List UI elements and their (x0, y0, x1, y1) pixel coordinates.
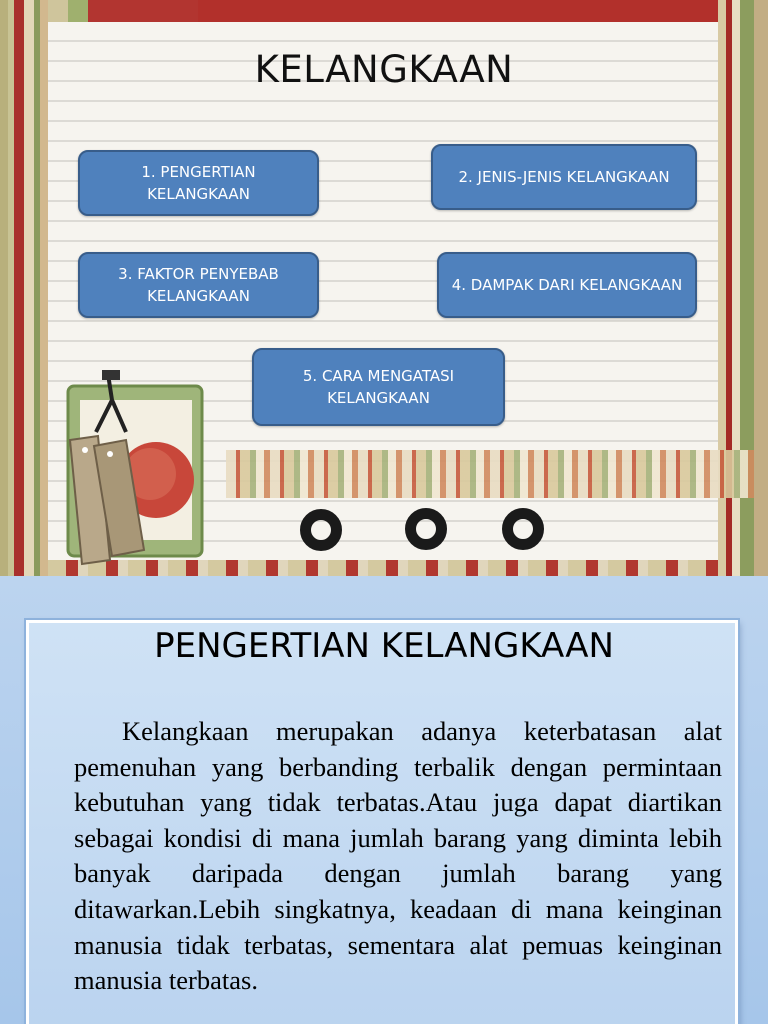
menu-button-pengertian[interactable]: 1. PENGERTIAN KELANGKAAN (78, 150, 319, 216)
striped-ribbon (226, 450, 754, 498)
menu-button-cara[interactable]: 5. CARA MENGATASI KELANGKAAN (252, 348, 505, 426)
binder-ring (405, 508, 447, 550)
menu-button-dampak[interactable]: 4. DAMPAK DARI KELANGKAAN (437, 252, 697, 318)
slide-title: KELANGKAAN (254, 48, 514, 91)
slide-pengertian (0, 576, 768, 1024)
menu-button-faktor[interactable]: 3. FAKTOR PENYEBAB KELANGKAAN (78, 252, 319, 318)
scrapbook-tag-illustration (58, 370, 208, 570)
definition-paragraph: Kelangkaan merupakan adanya keterbatasan alat pemenuhan yang berbanding terbalik dengan permintaan kebutuhan yang tidak terbatas.Atau juga dapat diartikan sebagai kondisi di mana jumlah barang yang diminta lebih banyak daripada dengan jumlah barang yang ditawarkan.Lebih singkatnya, keadaan di mana keinginan manusia tidak terbatas, sementara alat pemuas keinginan manusia terbatas. (74, 716, 722, 996)
menu-button-jenis[interactable]: 2. JENIS-JENIS KELANGKAAN (431, 144, 697, 210)
binder-ring (502, 508, 544, 550)
binder-ring (300, 509, 342, 551)
top-decorative-strip (48, 0, 718, 22)
slide-title: PENGERTIAN KELANGKAAN (154, 626, 614, 666)
